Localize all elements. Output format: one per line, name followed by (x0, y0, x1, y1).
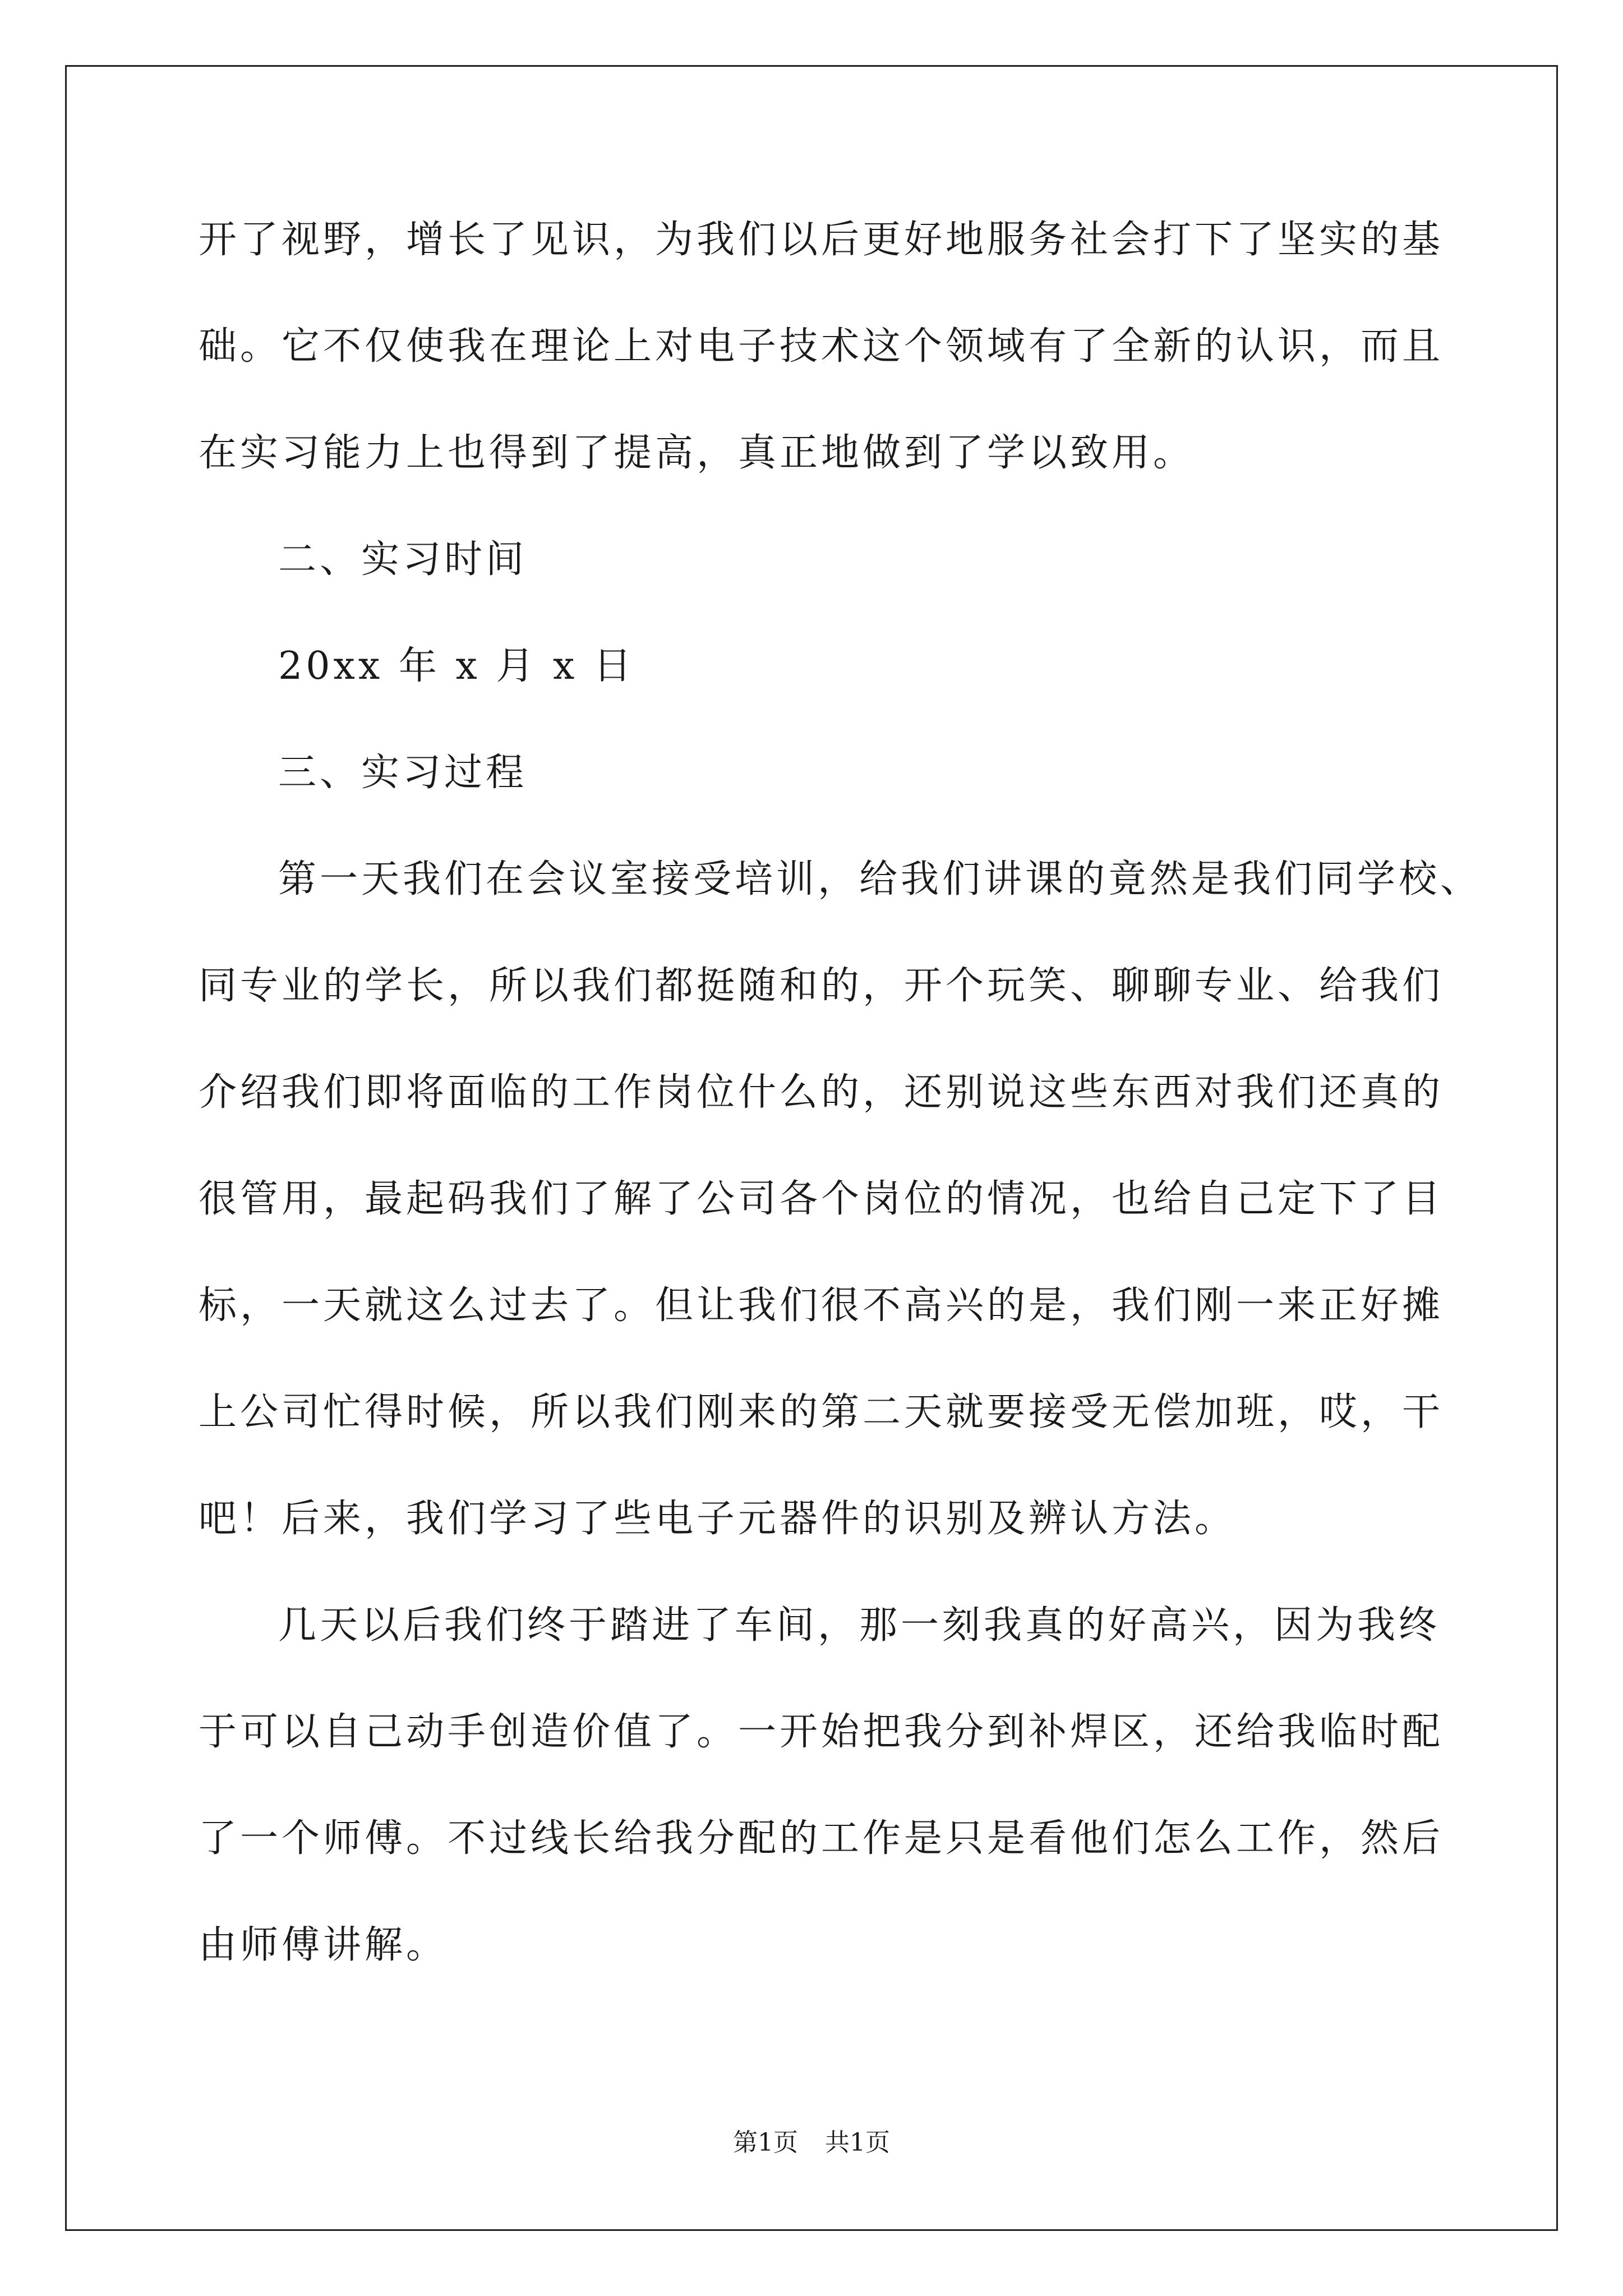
text-line: 于可以自己动手创造价值了。一开始把我分到补焊区，还给我临时配 (199, 1710, 1444, 1754)
text-line: 在实习能力上也得到了提高，真正地做到了学以致用。 (199, 431, 1195, 475)
text-line: 几天以后我们终于踏进了车间，那一刻我真的好高兴，因为我终 (278, 1603, 1441, 1648)
text-line: 上公司忙得时候，所以我们刚来的第二天就要接受无偿加班，哎，干 (199, 1390, 1444, 1434)
document-body (199, 213, 1482, 2025)
text-line: 开了视野，增长了见识，为我们以后更好地服务社会打下了坚实的基 (199, 218, 1444, 262)
page-footer (0, 2126, 1623, 2160)
text-line: 第一天我们在会议室接受培训，给我们讲课的竟然是我们同学校、 (278, 857, 1482, 901)
internship-date: 20xx 年 x 月 x 日 (278, 644, 635, 688)
text-line: 标，一天就这么过去了。但让我们很不高兴的是，我们刚一来正好摊 (199, 1283, 1444, 1328)
section-heading-time: 二、实习时间 (278, 537, 528, 582)
text-line: 介绍我们即将面临的工作岗位什么的，还别说这些东西对我们还真的 (199, 1070, 1444, 1115)
text-line: 由师傅讲解。 (199, 1923, 448, 1967)
text-line: 了一个师傅。不过线长给我分配的工作是只是看他们怎么工作，然后 (199, 1816, 1444, 1861)
text-line: 吧！后来，我们学习了些电子元器件的识别及辨认方法。 (199, 1497, 1237, 1541)
text-line: 很管用，最起码我们了解了公司各个岗位的情况，也给自己定下了目 (199, 1177, 1444, 1221)
text-line: 础。它不仅使我在理论上对电子技术这个领域有了全新的认识，而且 (199, 324, 1444, 369)
page-number: 第1页 (733, 2128, 798, 2157)
text-line: 同专业的学长，所以我们都挺随和的，开个玩笑、聊聊专业、给我们 (199, 964, 1444, 1008)
page-total: 共1页 (825, 2128, 890, 2157)
section-heading-process: 三、实习过程 (278, 751, 528, 795)
